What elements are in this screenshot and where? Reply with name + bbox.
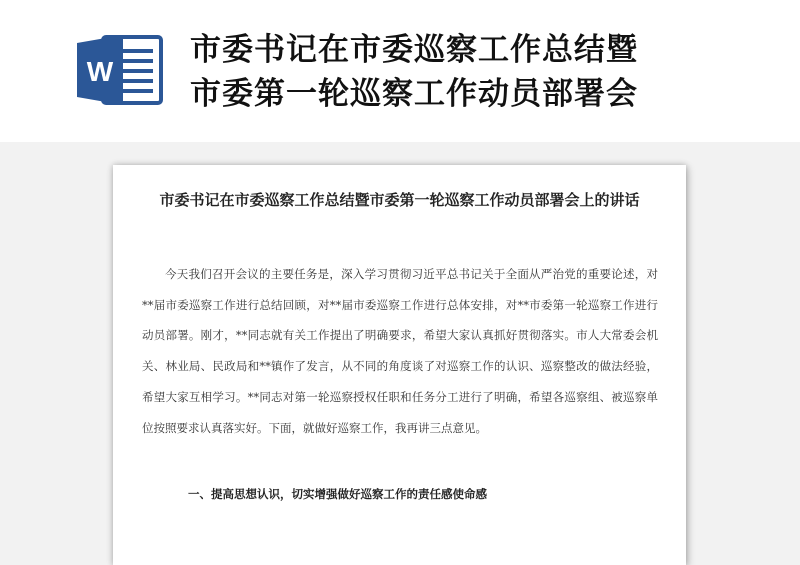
- document-paragraph: 今天我们召开会议的主要任务是，深入学习贯彻习近平总书记关于全面从严治党的重要论述，对**届市委巡察工作进行总结回顾，对**届市委巡察工作进行总体安排，对**市委第一轮巡察工作进行动员部署。刚才，**同志就有关工作提出了明确要求，希望大家认真抓好贯彻落实。市人大常委会机关、林业局、民政局和**镇作了发言，从不同的角度谈了对巡察工作的认识、巡察整改的做法经验，希望大家互相学习。**同志对第一轮巡察授权任职和任务分工进行了明确，希望各巡察组、被巡察单位按照要求认真落实好。下面，就做好巡察工作，我再讲三点意见。: [142, 267, 658, 435]
- document-section-heading: 一、提高思想认识，切实增强做好巡察工作的责任感使命感: [188, 487, 487, 501]
- word-document-icon: [77, 33, 165, 107]
- page-title-line-1: 市委书记在市委巡察工作总结暨: [190, 32, 638, 68]
- page-title-line-2: 市委第一轮巡察工作动员部署会: [190, 76, 638, 112]
- page-title: [190, 28, 790, 116]
- document-title: 市委书记在市委巡察工作总结暨市委第一轮巡察工作动员部署会上的讲话: [159, 191, 640, 209]
- document-page: [113, 165, 686, 565]
- header-banner: [0, 0, 800, 142]
- word-icon-letter: W: [86, 56, 114, 87]
